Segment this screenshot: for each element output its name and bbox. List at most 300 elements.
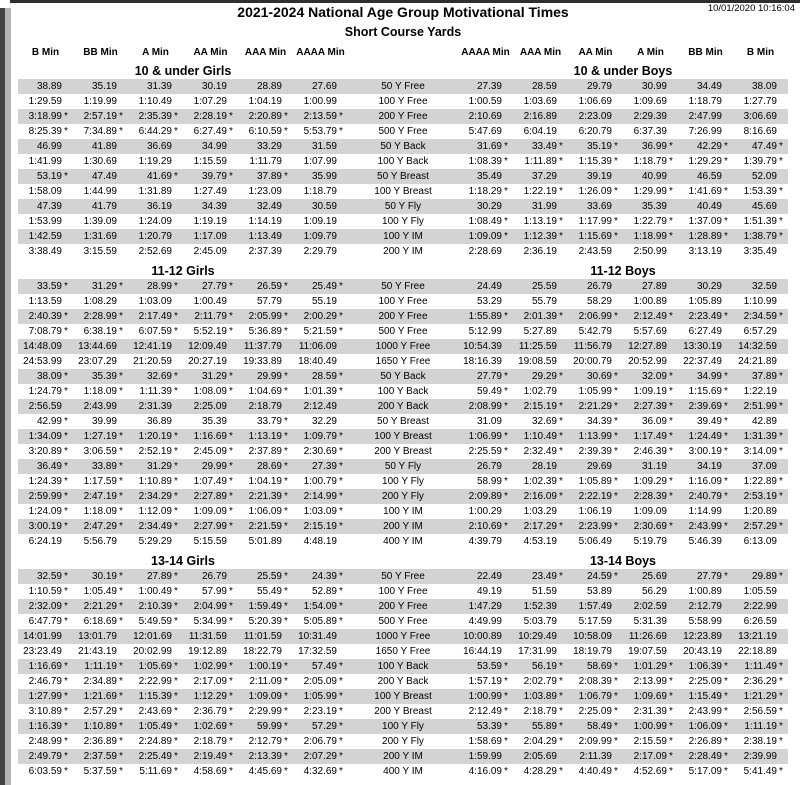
time-cell: 2:25.49 * [128, 749, 183, 764]
section-title-row [18, 63, 788, 79]
time-cell: 17:32.59 [293, 644, 348, 659]
time-cell: 1:07.29 [183, 94, 238, 109]
qualifying-asterisk: * [559, 311, 563, 322]
asterisk-slot [667, 534, 678, 549]
time-cell: 4:58.69 * [183, 764, 238, 779]
asterisk-slot [667, 279, 678, 294]
qualifying-asterisk: * [779, 231, 783, 242]
time-cell: 1:18.09 * [73, 504, 128, 519]
table-row [18, 719, 788, 734]
asterisk-slot [117, 199, 128, 214]
event-cell: 1000 Y Free [375, 341, 431, 352]
qualifying-asterisk: * [559, 416, 563, 427]
time-cell: 1:58.09 [18, 184, 73, 199]
time-cell: 5:20.39 * [238, 614, 293, 629]
time-cell: 18:19.79 [568, 644, 623, 659]
time-cell: 5:53.79 * [293, 124, 348, 139]
asterisk-slot [337, 644, 348, 659]
time-cell: 30.19 * [73, 569, 128, 584]
time-cell: 57.99 * [183, 584, 238, 599]
qualifying-asterisk: * [724, 231, 728, 242]
qualifying-asterisk: * [174, 371, 178, 382]
qualifying-asterisk: * [64, 326, 68, 337]
qualifying-asterisk: * [559, 721, 563, 732]
time-cell: 23.49 * [513, 569, 568, 584]
qualifying-asterisk: * [339, 616, 343, 627]
time-cell: 55.19 [293, 294, 348, 309]
time-cell: 7:08.79 * [18, 324, 73, 339]
time-cell: 1:07.49 * [183, 474, 238, 489]
time-cell: 1:38.79 * [733, 229, 788, 244]
time-cell: 28.89 [238, 79, 293, 94]
time-cell: 47.39 [18, 199, 73, 214]
time-cell: 3:06.69 [733, 109, 788, 124]
qualifying-asterisk: * [119, 506, 123, 517]
asterisk-slot [722, 459, 733, 474]
event-cell: 200 Y Breast [374, 706, 432, 717]
time-cell: 1:09.09 * [183, 504, 238, 519]
qualifying-asterisk: * [559, 231, 563, 242]
asterisk-slot [227, 154, 238, 169]
qualifying-asterisk: * [614, 386, 618, 397]
time-cell: 6:27.49 * [183, 124, 238, 139]
time-cell: 1:59.49 * [238, 599, 293, 614]
asterisk-slot [557, 199, 568, 214]
time-cell: 58.29 [568, 294, 623, 309]
time-cell: 1:57.49 [568, 599, 623, 614]
time-cell: 1:00.29 [458, 504, 513, 519]
report-page [18, 0, 788, 779]
time-cell: 1:11.89 * [513, 154, 568, 169]
time-cell: 2:11.39 [568, 749, 623, 764]
asterisk-slot [612, 584, 623, 599]
event-cell: 500 Y Free [378, 326, 428, 337]
table-row [18, 489, 788, 504]
event-cell: 1650 Y Free [375, 356, 431, 367]
time-cell: 7:34.89 * [73, 124, 128, 139]
time-cell: 2:49.79 * [18, 749, 73, 764]
asterisk-slot [612, 294, 623, 309]
page-left-edge-light [5, 8, 11, 785]
time-cell: 53.19 * [18, 169, 73, 184]
time-cell: 1:15.39 * [128, 689, 183, 704]
time-cell: 4:28.29 * [513, 764, 568, 779]
qualifying-asterisk: * [779, 736, 783, 747]
event-cell: 200 Y Free [378, 311, 428, 322]
qualifying-asterisk: * [559, 661, 563, 672]
asterisk-slot [227, 294, 238, 309]
time-cell: 5:27.89 [513, 324, 568, 339]
time-cell: 4:52.69 * [623, 764, 678, 779]
time-cell: 34.39 * [568, 414, 623, 429]
qualifying-asterisk: * [174, 616, 178, 627]
time-cell: 1:06.69 [568, 94, 623, 109]
time-cell: 1:11.49 * [733, 659, 788, 674]
time-cell: 4:16.09 * [458, 764, 513, 779]
time-cell: 30.29 [678, 279, 733, 294]
time-cell: 11:01.59 [238, 629, 293, 644]
time-cell: 2:28.19 * [183, 109, 238, 124]
qualifying-asterisk: * [779, 156, 783, 167]
qualifying-asterisk: * [119, 571, 123, 582]
time-cell: 8:16.69 [733, 124, 788, 139]
time-cell: 2:16.89 [513, 109, 568, 124]
event-cell: 50 Y Breast [377, 171, 429, 182]
time-cell: 1:06.09 * [678, 719, 733, 734]
qualifying-asterisk: * [559, 141, 563, 152]
qualifying-asterisk: * [284, 706, 288, 717]
time-cell: 2:09.99 * [568, 734, 623, 749]
asterisk-slot [227, 644, 238, 659]
qualifying-asterisk: * [559, 491, 563, 502]
time-cell: 2:29.39 [623, 109, 678, 124]
time-cell: 12:01.69 [128, 629, 183, 644]
asterisk-slot [337, 184, 348, 199]
table-row [18, 599, 788, 614]
asterisk-slot [502, 354, 513, 369]
table-row [18, 79, 788, 94]
qualifying-asterisk: * [614, 571, 618, 582]
time-cell: 2:27.39 * [623, 399, 678, 414]
time-cell: 1:37.09 * [678, 214, 733, 229]
time-cell: 1:00.49 * [128, 584, 183, 599]
asterisk-slot [282, 294, 293, 309]
qualifying-asterisk: * [614, 401, 618, 412]
time-cell: 2:18.79 * [183, 734, 238, 749]
asterisk-slot [612, 644, 623, 659]
column-header-girls-bb: BB Min [83, 47, 118, 58]
qualifying-asterisk: * [559, 706, 563, 717]
section-girls-title: 11-12 Girls [151, 264, 215, 278]
time-cell: 5:34.99 * [183, 614, 238, 629]
time-cell: 28.59 * [293, 369, 348, 384]
qualifying-asterisk: * [559, 186, 563, 197]
qualifying-asterisk: * [64, 766, 68, 777]
time-cell: 5:03.79 [513, 614, 568, 629]
asterisk-slot [557, 534, 568, 549]
qualifying-asterisk: * [284, 416, 288, 427]
qualifying-asterisk: * [64, 751, 68, 762]
asterisk-slot [62, 139, 73, 154]
time-cell: 2:23.09 [568, 109, 623, 124]
qualifying-asterisk: * [119, 126, 123, 137]
asterisk-slot [777, 534, 788, 549]
qualifying-asterisk: * [614, 216, 618, 227]
time-cell: 24.59 * [568, 569, 623, 584]
time-cell: 2:12.49 * [623, 309, 678, 324]
event-cell: 50 Y Free [381, 571, 425, 582]
time-cell: 18:40.49 [293, 354, 348, 369]
qualifying-asterisk: * [559, 401, 563, 412]
time-cell: 5:15.59 [183, 534, 238, 549]
qualifying-asterisk: * [669, 371, 673, 382]
sections-container [18, 63, 788, 779]
time-cell: 5:52.19 * [183, 324, 238, 339]
time-cell: 2:38.19 * [733, 734, 788, 749]
time-cell: 2:10.69 * [458, 519, 513, 534]
qualifying-asterisk: * [669, 491, 673, 502]
time-cell: 2:05.69 [513, 749, 568, 764]
time-cell: 1:17.09 [183, 229, 238, 244]
time-cell: 1:05.99 * [293, 689, 348, 704]
page-title: 2021-2024 National Age Group Motivational Times [237, 4, 569, 20]
time-cell: 37.29 [513, 169, 568, 184]
time-cell: 1:12.09 * [128, 504, 183, 519]
time-cell: 6:44.29 * [128, 124, 183, 139]
qualifying-asterisk: * [504, 691, 508, 702]
qualifying-asterisk: * [504, 736, 508, 747]
time-cell: 2:36.19 [513, 244, 568, 259]
asterisk-slot [337, 399, 348, 414]
qualifying-asterisk: * [779, 446, 783, 457]
time-cell: 5:57.69 [623, 324, 678, 339]
asterisk-slot [172, 629, 183, 644]
asterisk-slot [62, 644, 73, 659]
section-girls-title: 10 & under Girls [134, 64, 232, 78]
asterisk-slot [612, 324, 623, 339]
asterisk-slot [722, 124, 733, 139]
asterisk-slot [282, 94, 293, 109]
time-cell: 33.89 * [73, 459, 128, 474]
qualifying-asterisk: * [504, 766, 508, 777]
time-cell: 32.69 * [128, 369, 183, 384]
time-cell: 1:09.09 * [458, 229, 513, 244]
qualifying-asterisk: * [779, 401, 783, 412]
qualifying-asterisk: * [284, 491, 288, 502]
time-cell: 1:09.69 * [623, 689, 678, 704]
time-cell: 2:40.39 * [18, 309, 73, 324]
asterisk-slot [502, 79, 513, 94]
qualifying-asterisk: * [64, 386, 68, 397]
asterisk-slot [777, 644, 788, 659]
time-cell: 2:21.39 * [238, 489, 293, 504]
qualifying-asterisk: * [724, 141, 728, 152]
column-header-boys-a: A Min [637, 47, 664, 58]
time-cell: 3:18.99 * [18, 109, 73, 124]
qualifying-asterisk: * [724, 766, 728, 777]
time-cell: 32.29 [293, 414, 348, 429]
asterisk-slot [777, 324, 788, 339]
time-cell: 25.49 * [293, 279, 348, 294]
time-cell: 2:17.09 * [623, 749, 678, 764]
time-cell: 2:01.39 * [513, 309, 568, 324]
asterisk-slot [612, 169, 623, 184]
time-cell: 11:31.59 [183, 629, 238, 644]
time-cell: 2:37.59 * [73, 749, 128, 764]
time-cell: 1:27.79 [733, 94, 788, 109]
time-cell: 2:30.69 * [293, 444, 348, 459]
qualifying-asterisk: * [779, 721, 783, 732]
qualifying-asterisk: * [779, 661, 783, 672]
time-cell: 34.99 * [678, 369, 733, 384]
asterisk-slot [172, 184, 183, 199]
qualifying-asterisk: * [64, 281, 68, 292]
time-cell: 1:06.39 * [678, 659, 733, 674]
table-row [18, 339, 788, 354]
qualifying-asterisk: * [779, 491, 783, 502]
qualifying-asterisk: * [504, 476, 508, 487]
asterisk-slot [612, 79, 623, 94]
time-cell: 10:29.49 [513, 629, 568, 644]
qualifying-asterisk: * [724, 736, 728, 747]
asterisk-slot [667, 169, 678, 184]
time-cell: 2:09.89 * [458, 489, 513, 504]
event-cell: 1650 Y Free [375, 646, 431, 657]
qualifying-asterisk: * [559, 216, 563, 227]
qualifying-asterisk: * [119, 281, 123, 292]
time-cell: 1:01.29 * [623, 659, 678, 674]
asterisk-slot [337, 354, 348, 369]
qualifying-asterisk: * [229, 736, 233, 747]
time-cell: 1:44.99 [73, 184, 128, 199]
qualifying-asterisk: * [779, 476, 783, 487]
qualifying-asterisk: * [64, 721, 68, 732]
time-cell: 2:46.79 * [18, 674, 73, 689]
time-cell: 35.49 [458, 169, 513, 184]
time-cell: 1:18.79 [678, 94, 733, 109]
time-cell: 1:03.29 [513, 504, 568, 519]
qualifying-asterisk: * [614, 706, 618, 717]
time-cell: 35.99 [293, 169, 348, 184]
time-cell: 22:18.89 [733, 644, 788, 659]
time-cell: 25.59 * [238, 569, 293, 584]
time-cell: 29.99 * [183, 459, 238, 474]
time-cell: 33.29 [238, 139, 293, 154]
time-cell: 2:36.89 * [73, 734, 128, 749]
time-cell: 19:33.89 [238, 354, 293, 369]
time-cell: 1:06.99 * [458, 429, 513, 444]
table-row [18, 429, 788, 444]
asterisk-slot [722, 324, 733, 339]
asterisk-slot [667, 644, 678, 659]
time-cell: 2:08.39 * [568, 674, 623, 689]
qualifying-asterisk: * [64, 691, 68, 702]
asterisk-slot [667, 599, 678, 614]
time-cell: 2:12.49 * [458, 704, 513, 719]
time-cell: 5:11.69 * [128, 764, 183, 779]
time-cell: 1:28.89 * [678, 229, 733, 244]
time-cell: 2:37.89 * [238, 444, 293, 459]
asterisk-slot [557, 279, 568, 294]
time-cell: 1:21.69 * [73, 689, 128, 704]
time-cell: 1:53.39 * [733, 184, 788, 199]
qualifying-asterisk: * [669, 476, 673, 487]
qualifying-asterisk: * [724, 401, 728, 412]
time-cell: 42.89 [733, 414, 788, 429]
qualifying-asterisk: * [174, 691, 178, 702]
time-cell: 1:13.59 [18, 294, 73, 309]
asterisk-slot [612, 109, 623, 124]
time-cell: 1:24.49 * [678, 429, 733, 444]
qualifying-asterisk: * [284, 476, 288, 487]
asterisk-slot [667, 109, 678, 124]
time-cell: 4:49.99 [458, 614, 513, 629]
time-cell: 59.99 * [238, 719, 293, 734]
time-cell: 41.89 [73, 139, 128, 154]
qualifying-asterisk: * [339, 476, 343, 487]
qualifying-asterisk: * [669, 431, 673, 442]
qualifying-asterisk: * [64, 571, 68, 582]
asterisk-slot [777, 79, 788, 94]
time-cell: 2:43.69 * [128, 704, 183, 719]
asterisk-slot [227, 184, 238, 199]
event-cell: 100 Y Back [377, 661, 429, 672]
table-row [18, 184, 788, 199]
time-cell: 1:17.49 * [623, 429, 678, 444]
qualifying-asterisk: * [614, 416, 618, 427]
time-cell: 1:15.59 [183, 154, 238, 169]
asterisk-slot [282, 184, 293, 199]
time-cell: 1:47.29 [458, 599, 513, 614]
qualifying-asterisk: * [339, 281, 343, 292]
time-cell: 2:31.39 [128, 399, 183, 414]
table-row [18, 459, 788, 474]
asterisk-slot [502, 414, 513, 429]
qualifying-asterisk: * [174, 311, 178, 322]
time-cell: 5:12.99 [458, 324, 513, 339]
time-cell: 1:27.49 [183, 184, 238, 199]
time-cell: 6:10.59 * [238, 124, 293, 139]
time-cell: 47.49 [73, 169, 128, 184]
time-cell: 56.29 [623, 584, 678, 599]
qualifying-asterisk: * [174, 506, 178, 517]
qualifying-asterisk: * [284, 616, 288, 627]
time-cell: 2:40.79 * [678, 489, 733, 504]
section-title-spacer [348, 263, 458, 279]
time-cell: 1:09.79 [293, 229, 348, 244]
time-cell: 4:40.49 * [568, 764, 623, 779]
asterisk-slot [777, 584, 788, 599]
asterisk-slot [612, 279, 623, 294]
time-cell: 5:46.39 [678, 534, 733, 549]
qualifying-asterisk: * [284, 326, 288, 337]
qualifying-asterisk: * [174, 446, 178, 457]
qualifying-asterisk: * [119, 326, 123, 337]
asterisk-slot [62, 94, 73, 109]
time-cell: 37.89 * [238, 169, 293, 184]
qualifying-asterisk: * [504, 231, 508, 242]
qualifying-asterisk: * [284, 371, 288, 382]
qualifying-asterisk: * [614, 766, 618, 777]
time-cell: 11:25.59 [513, 339, 568, 354]
table-row [18, 214, 788, 229]
table-row [18, 674, 788, 689]
asterisk-slot [557, 324, 568, 339]
asterisk-slot [172, 244, 183, 259]
time-cell: 3:20.89 * [18, 444, 73, 459]
qualifying-asterisk: * [64, 586, 68, 597]
time-cell: 5:41.49 * [733, 764, 788, 779]
time-cell: 1:02.39 * [513, 474, 568, 489]
time-cell: 1:13.19 * [513, 214, 568, 229]
qualifying-asterisk: * [779, 676, 783, 687]
time-cell: 2:18.79 [238, 399, 293, 414]
time-cell: 1:08.29 [73, 294, 128, 309]
asterisk-slot [777, 384, 788, 399]
qualifying-asterisk: * [229, 521, 233, 532]
qualifying-asterisk: * [724, 186, 728, 197]
time-cell: 1:07.99 [293, 154, 348, 169]
time-cell: 1:39.09 [73, 214, 128, 229]
time-cell: 29.79 [568, 79, 623, 94]
table-row [18, 294, 788, 309]
time-cell: 3:15.59 [73, 244, 128, 259]
asterisk-slot [337, 169, 348, 184]
qualifying-asterisk: * [669, 311, 673, 322]
time-cell: 6:47.79 * [18, 614, 73, 629]
qualifying-asterisk: * [504, 491, 508, 502]
asterisk-slot [337, 244, 348, 259]
